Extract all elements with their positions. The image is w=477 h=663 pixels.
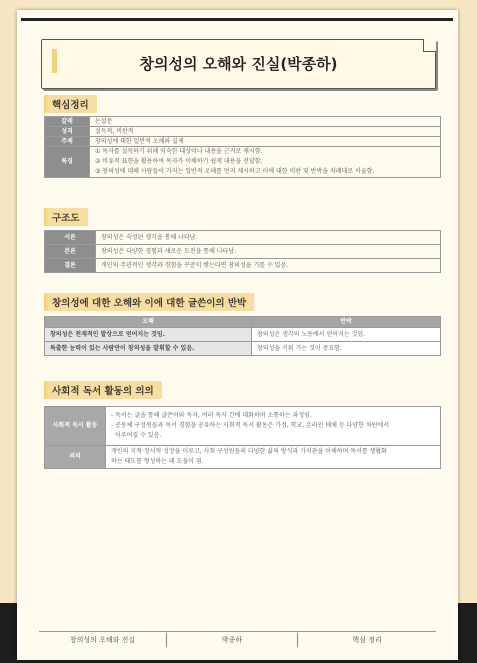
feature-line: ② 비유적 표현을 활용하여 독자가 이해하기 쉽게 내용을 전달함. <box>95 158 263 165</box>
misconception-cell: 특출한 능력이 있는 사람만이 창의성을 발휘할 수 있음. <box>45 342 252 356</box>
row-value: 개인의 주관적인 생각과 경험을 꾸준히 쌓는다면 창의성을 기를 수 있음. <box>96 259 441 273</box>
misconception-cell: 창의성은 천재적인 발상으로 얻어지는 것임. <box>45 328 252 342</box>
document-page <box>17 10 458 660</box>
table-row <box>45 137 441 147</box>
footer-title: 창의성의 오해와 진실 <box>69 636 136 644</box>
table-row <box>45 342 441 356</box>
page-title: 창의성의 오해와 진실(박종하) <box>139 55 338 73</box>
footer-section: 핵심 정리 <box>352 636 382 644</box>
row-key: 결론 <box>45 259 96 273</box>
page-footer <box>39 631 436 648</box>
row-key: 사회적 독서 활동 <box>45 407 106 446</box>
section-heading-structure: 구조도 <box>44 208 88 226</box>
feature-cell <box>90 147 441 178</box>
top-rule <box>21 18 453 21</box>
social-reading-table <box>44 406 441 469</box>
row-key: 성격 <box>45 127 90 137</box>
row-key: 본론 <box>45 245 96 259</box>
text-line: - 공동체 구성원들과 독서 경험을 공유하는 사회적 독서 활동은 가정, 학교, 온라인 매체 등 다양한 차원에서 <box>111 422 390 429</box>
section-heading-social-reading: 사회적 독서 활동의 의의 <box>44 381 162 399</box>
table-row <box>45 117 441 127</box>
title-box <box>41 39 436 89</box>
core-table <box>44 116 441 178</box>
row-key: 갈래 <box>45 117 90 127</box>
text-line: - 독서는 글을 통해 글쓴이와 독자, 여러 독자 간에 대화하며 소통하는 과정임. <box>111 412 312 419</box>
text-line: 이루어질 수 있음. <box>115 432 162 439</box>
row-value: 설득적, 비판적 <box>90 127 441 137</box>
column-header: 반박 <box>252 317 441 328</box>
table-header-row <box>45 317 441 328</box>
rebuttal-table <box>44 316 441 356</box>
row-key: 주제 <box>45 137 90 147</box>
feature-line: ③ 창의성에 대해 사람들이 가지는 일반적 오해를 먼저 제시하고 이에 대한 비판 및 반박을 차례대로 서술함. <box>95 168 375 175</box>
table-row <box>45 407 441 446</box>
row-value: 창의성은 숙성된 생각을 통해 나타남. <box>96 231 441 245</box>
rebuttal-cell: 창의성은 생각의 노동에서 얻어지는 것임. <box>252 328 441 342</box>
text-line: 하는 태도를 형성하는 데 도움이 됨. <box>111 458 204 465</box>
row-value: 창의성은 다양한 경험과 새로운 도전을 통해 나타남. <box>96 245 441 259</box>
table-row <box>45 259 441 273</box>
table-row <box>45 328 441 342</box>
table-row <box>45 127 441 137</box>
structure-table <box>44 230 441 273</box>
table-row <box>45 147 441 178</box>
table-row <box>45 231 441 245</box>
text-line: 개인의 지적·정서적 성장을 이루고, 사회 구성원들의 다양한 삶의 방식과 가치관을 이해하며 독서를 생활화 <box>111 448 387 455</box>
footer-author: 박종하 <box>221 636 243 644</box>
row-value <box>106 407 441 446</box>
table-row <box>45 245 441 259</box>
row-value: 창의성에 대한 일반적 오해와 실제 <box>90 137 441 147</box>
rebuttal-cell: 창의성을 키워 가는 것이 중요함. <box>252 342 441 356</box>
section-heading-rebuttal: 창의성에 대한 오해와 이에 대한 글쓴이의 반박 <box>44 293 254 311</box>
column-header: 오해 <box>45 317 252 328</box>
section-heading-core: 핵심정리 <box>44 95 97 113</box>
row-key: 특징 <box>45 147 90 178</box>
row-value: 논설문 <box>90 117 441 127</box>
table-row <box>45 446 441 469</box>
row-key: 서론 <box>45 231 96 245</box>
feature-line: ① 독자를 설득하기 위해 익숙한 대상이나 내용을 근거로 제시함. <box>95 148 263 155</box>
row-value <box>106 446 441 469</box>
row-key: 의의 <box>45 446 106 469</box>
